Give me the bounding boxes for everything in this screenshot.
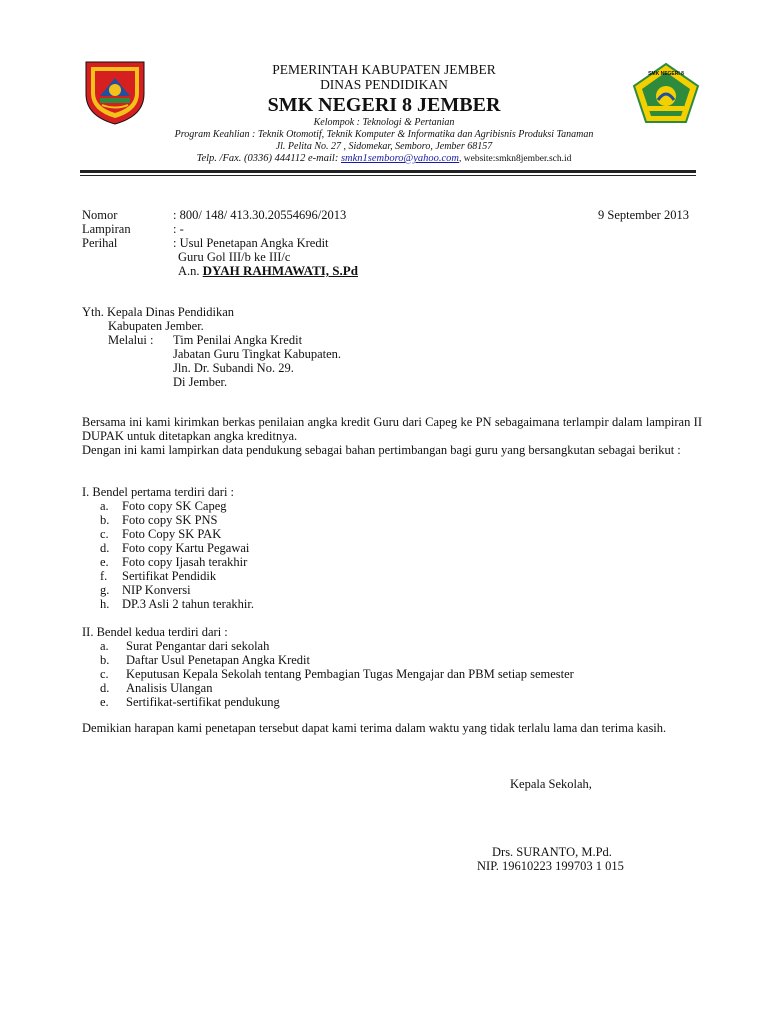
- section-2-item-label: c.: [100, 667, 109, 681]
- letterhead-divider-thick: [80, 170, 696, 173]
- section-2-item: Analisis Ulangan: [126, 681, 213, 695]
- section-1-item-label: h.: [100, 597, 110, 611]
- signature-nip: NIP. 19610223 199703 1 015: [477, 859, 624, 873]
- perihal-name: DYAH RAHMAWATI, S.Pd: [202, 263, 358, 278]
- section-2-item-label: d.: [100, 681, 110, 695]
- section-1-item: Foto copy Ijasah terakhir: [122, 555, 248, 569]
- website-text: , website:smkn8jember.sch.id: [459, 154, 572, 164]
- section-2-item: Sertifikat-sertifikat pendukung: [126, 695, 280, 709]
- section-2-item: Keputusan Kepala Sekolah tentang Pembagian Tugas Mengajar dan PBM setiap semester: [126, 667, 574, 681]
- via-label: Melalui :: [108, 333, 154, 347]
- section-2-item-label: e.: [100, 695, 109, 709]
- letterhead-group: Kelompok : Teknologi & Pertanian: [313, 117, 455, 128]
- section-1-item: Foto Copy SK PAK: [122, 527, 222, 541]
- via-line-2: Jabatan Guru Tingkat Kabupaten.: [173, 347, 342, 361]
- section-2-item: Daftar Usul Penetapan Angka Kredit: [126, 653, 310, 667]
- email-link[interactable]: smkn1semboro@yahoo.com: [340, 153, 459, 164]
- recipient-line-2: Kabupaten Jember.: [108, 319, 204, 333]
- letter-date: 9 September 2013: [598, 208, 689, 222]
- section-1-item: DP.3 Asli 2 tahun terakhir.: [122, 597, 254, 611]
- section-1-item-label: d.: [100, 541, 110, 555]
- section-1-item: Foto copy Kartu Pegawai: [122, 541, 250, 555]
- section-1-title: I. Bendel pertama terdiri dari :: [82, 485, 235, 499]
- closing-paragraph: Demikian harapan kami penetapan tersebut dapat kami terima dalam waktu yang tidak terlalu lama dan terima kasih.: [82, 721, 667, 735]
- section-1-item-label: e.: [100, 555, 109, 569]
- signature-title: Kepala Sekolah,: [510, 777, 592, 791]
- section-1-item: NIP Konversi: [122, 583, 191, 597]
- perihal-name-line: [178, 264, 358, 278]
- letterhead-programs: Program Keahlian : Teknik Otomotif, Teknik Komputer & Informatika dan Agribisnis Produksi Tanaman: [174, 129, 594, 140]
- letterhead-contact: [0, 153, 768, 164]
- section-1-item-label: b.: [100, 513, 110, 527]
- section-1-item: Sertifikat Pendidik: [122, 569, 217, 583]
- section-1-item: Foto copy SK PNS: [122, 513, 218, 527]
- via-line-4: Di Jember.: [173, 375, 228, 389]
- body-paragraph-2: Dengan ini kami lampirkan data pendukung sebagai bahan pertimbangan bagi guru yang bersangkutan sebagai berikut :: [82, 443, 681, 457]
- contact-phone: Telp. /Fax. (0336) 444112 e-mail:: [196, 153, 341, 164]
- nomor-label: Nomor: [82, 208, 118, 222]
- nomor-value: : 800/ 148/ 413.30.20554696/2013: [173, 208, 347, 222]
- logo-right-text: SMK NEGERI 8: [648, 71, 684, 77]
- recipient-line-1: Yth. Kepala Dinas Pendidikan: [82, 305, 235, 319]
- lampiran-value: : -: [173, 222, 184, 236]
- section-2-item-label: b.: [100, 653, 110, 667]
- section-1-item: Foto copy SK Capeg: [122, 499, 227, 513]
- perihal-label: Perihal: [82, 236, 118, 250]
- perihal-an-prefix: A.n.: [178, 264, 203, 278]
- perihal-grade: Guru Gol III/b ke III/c: [178, 250, 291, 264]
- section-2-item: Surat Pengantar dari sekolah: [126, 639, 270, 653]
- via-line-3: Jln. Dr. Subandi No. 29.: [173, 361, 294, 375]
- section-2-title: II. Bendel kedua terdiri dari :: [82, 625, 228, 639]
- letterhead-government: PEMERINTAH KABUPATEN JEMBER: [272, 62, 496, 77]
- signature-name: Drs. SURANTO, M.Pd.: [492, 845, 612, 859]
- lampiran-label: Lampiran: [82, 222, 131, 236]
- letterhead-address: Jl. Pelita No. 27 , Sidomekar, Semboro, Jember 68157: [275, 141, 493, 152]
- body-paragraph-1: Bersama ini kami kirimkan berkas penilaian angka kredit Guru dari Capeg ke PN sebagaimana terlampir dalam lampiran II DUPAK untuk ditetapkan angka kreditnya.: [82, 415, 702, 443]
- perihal-value: : Usul Penetapan Angka Kredit: [173, 236, 329, 250]
- section-1-item-label: g.: [100, 583, 110, 597]
- via-line-1: Tim Penilai Angka Kredit: [173, 333, 303, 347]
- section-2-item-label: a.: [100, 639, 109, 653]
- section-1-item-label: f.: [100, 569, 108, 583]
- section-1-item-label: c.: [100, 527, 109, 541]
- section-1-item-label: a.: [100, 499, 109, 513]
- letterhead-divider-thin: [80, 175, 696, 176]
- letterhead-department: DINAS PENDIDIKAN: [320, 77, 448, 92]
- letterhead-school-name: SMK NEGERI 8 JEMBER: [267, 94, 501, 116]
